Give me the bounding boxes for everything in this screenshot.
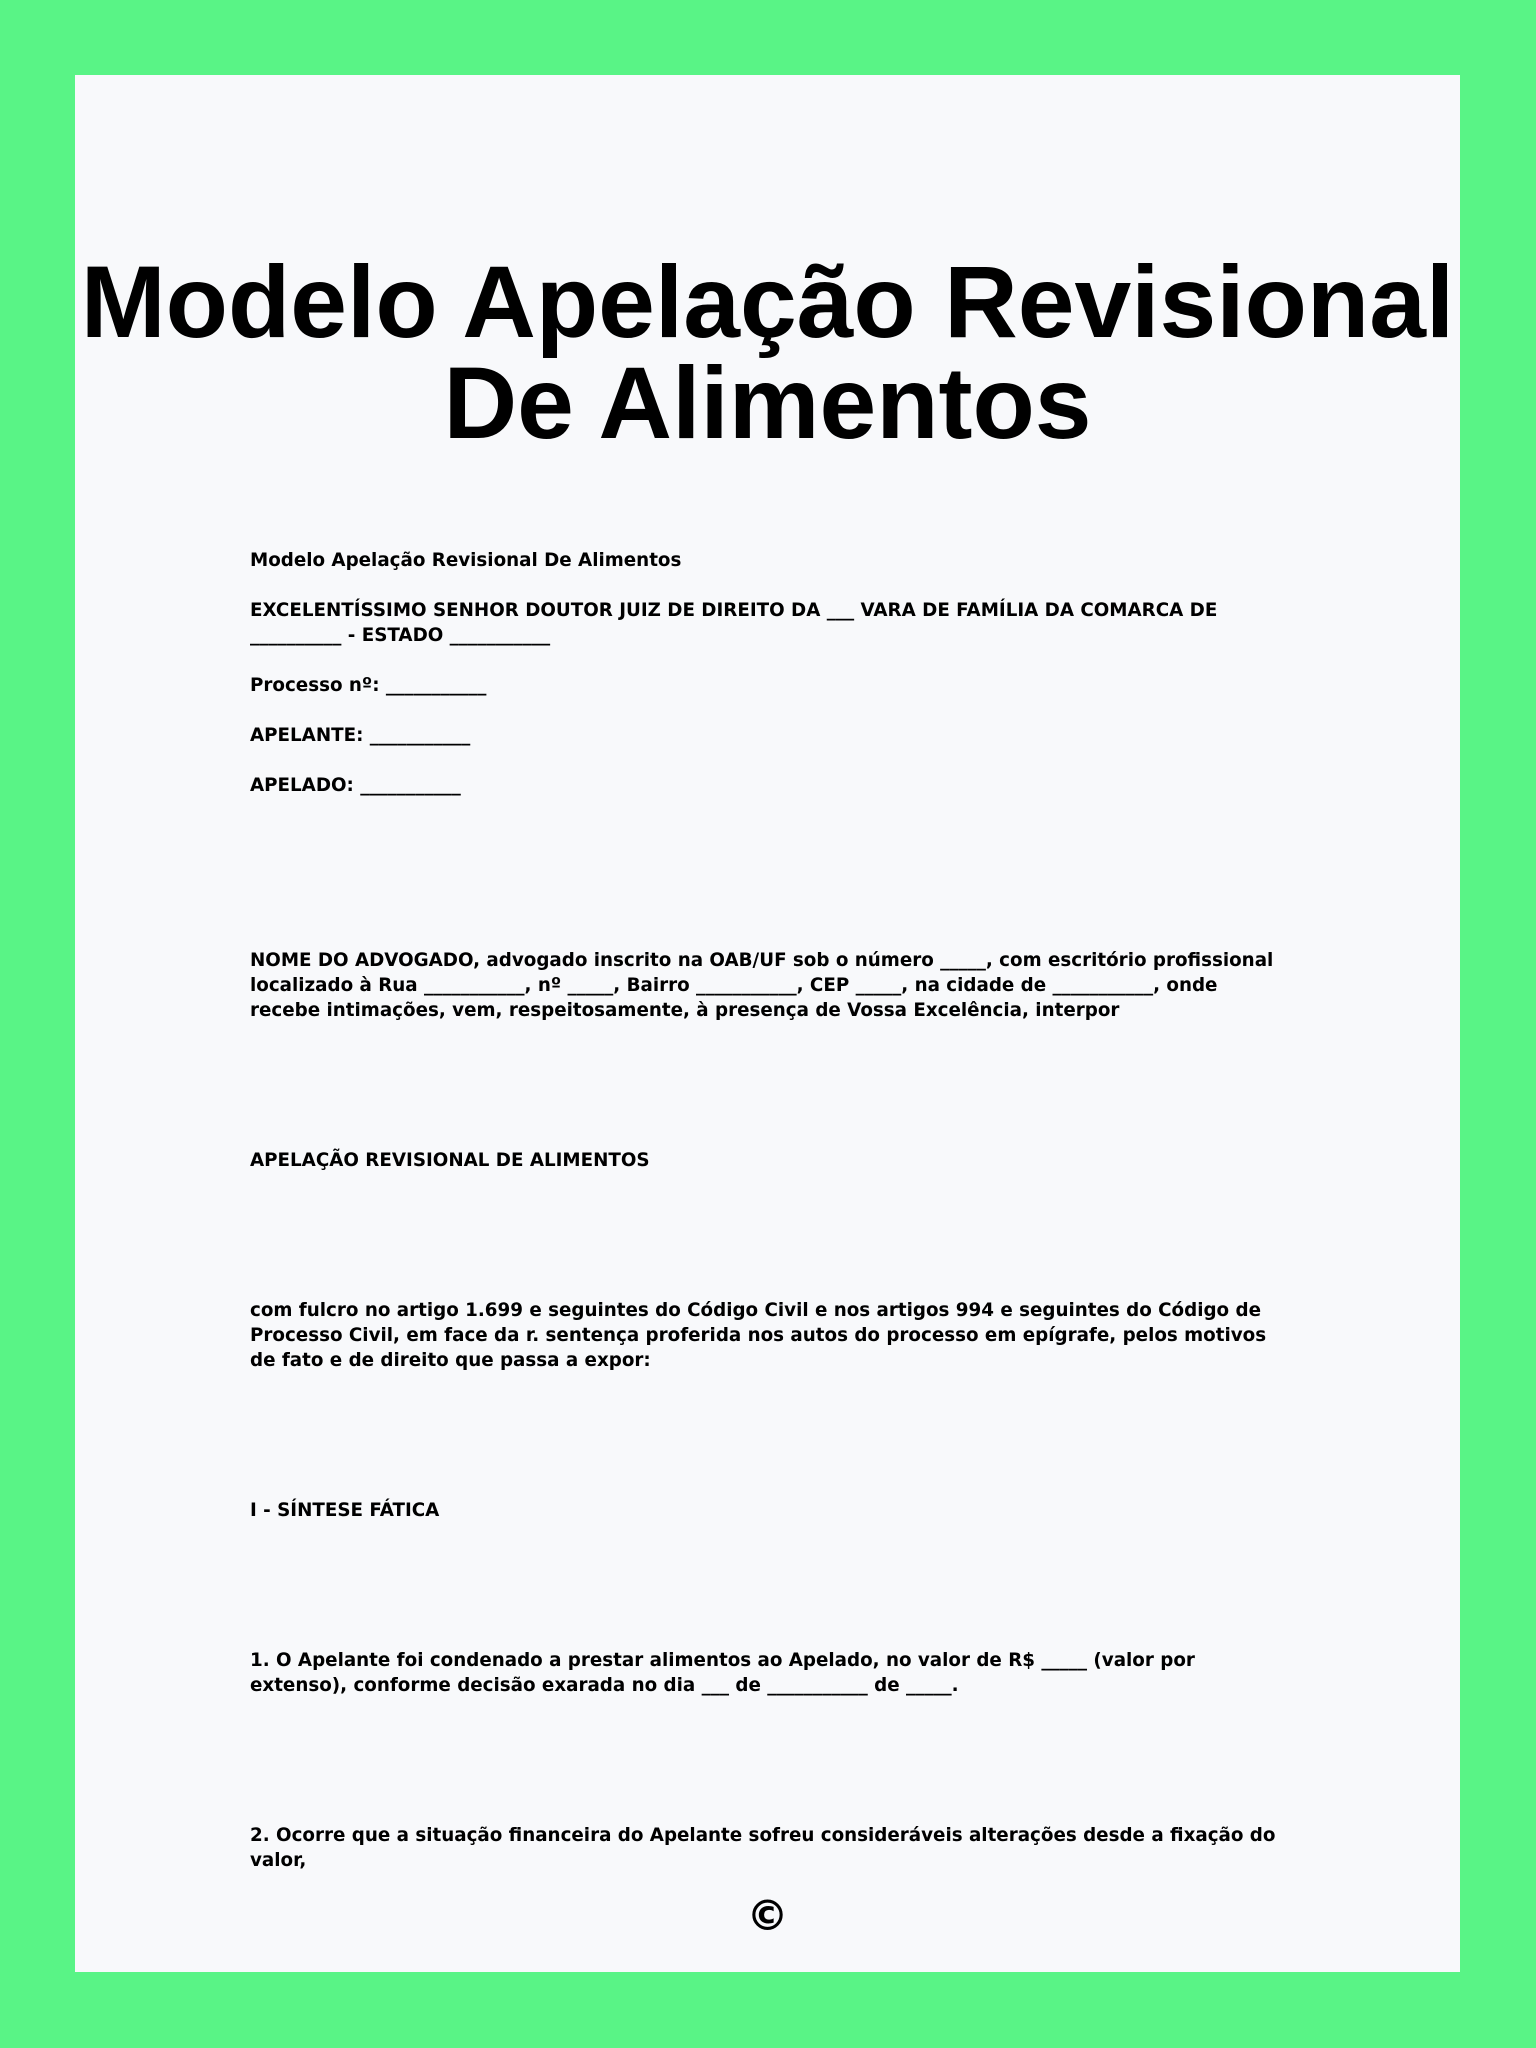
- document-subtitle: Modelo Apelação Revisional De Alimentos: [250, 550, 682, 571]
- appellant-field: APELANTE: ___________: [250, 725, 471, 746]
- process-number: Processo nº: ___________: [250, 675, 487, 696]
- fact-item-1: 1. O Apelante foi condenado a prestar alimentos ao Apelado, no valor de R$ _____ (valor por extenso), conforme decisão exarada no dia ___ de ___________ de _____.: [250, 1650, 1195, 1696]
- section-heading-synthesis: I - SÍNTESE FÁTICA: [250, 1500, 440, 1521]
- page-title: Modelo Apelação Revisional De Alimentos: [80, 245, 1455, 460]
- court-address: EXCELENTÍSSIMO SENHOR DOUTOR JUIZ DE DIREITO DA ___ VARA DE FAMÍLIA DA COMARCA DE __________ - ESTADO ___________: [250, 600, 1218, 646]
- appeal-heading: APELAÇÃO REVISIONAL DE ALIMENTOS: [250, 1150, 650, 1171]
- legal-basis-paragraph: com fulcro no artigo 1.699 e seguintes do Código Civil e nos artigos 994 e seguintes do Código de Processo Civil, em face da r. sentença proferida nos autos do processo em epígrafe, pelos motivos de fato e de direito que passa a expor:: [250, 1300, 1267, 1371]
- document-page: [75, 75, 1460, 1972]
- fact-item-2: 2. Ocorre que a situação financeira do Apelante sofreu consideráveis alterações desde a fixação do valor,: [250, 1825, 1276, 1871]
- appellee-field: APELADO: ___________: [250, 775, 461, 796]
- lawyer-qualification-paragraph: NOME DO ADVOGADO, advogado inscrito na OAB/UF sob o número _____, com escritório profissional localizado à Rua ___________, nº _____, Bairro ___________, CEP _____, na cidade de ___________, onde recebe intimações, vem, respeitosamente, à presença de Vossa Excelência, interpor: [250, 950, 1274, 1021]
- copyright-icon: ©: [746, 1891, 789, 1940]
